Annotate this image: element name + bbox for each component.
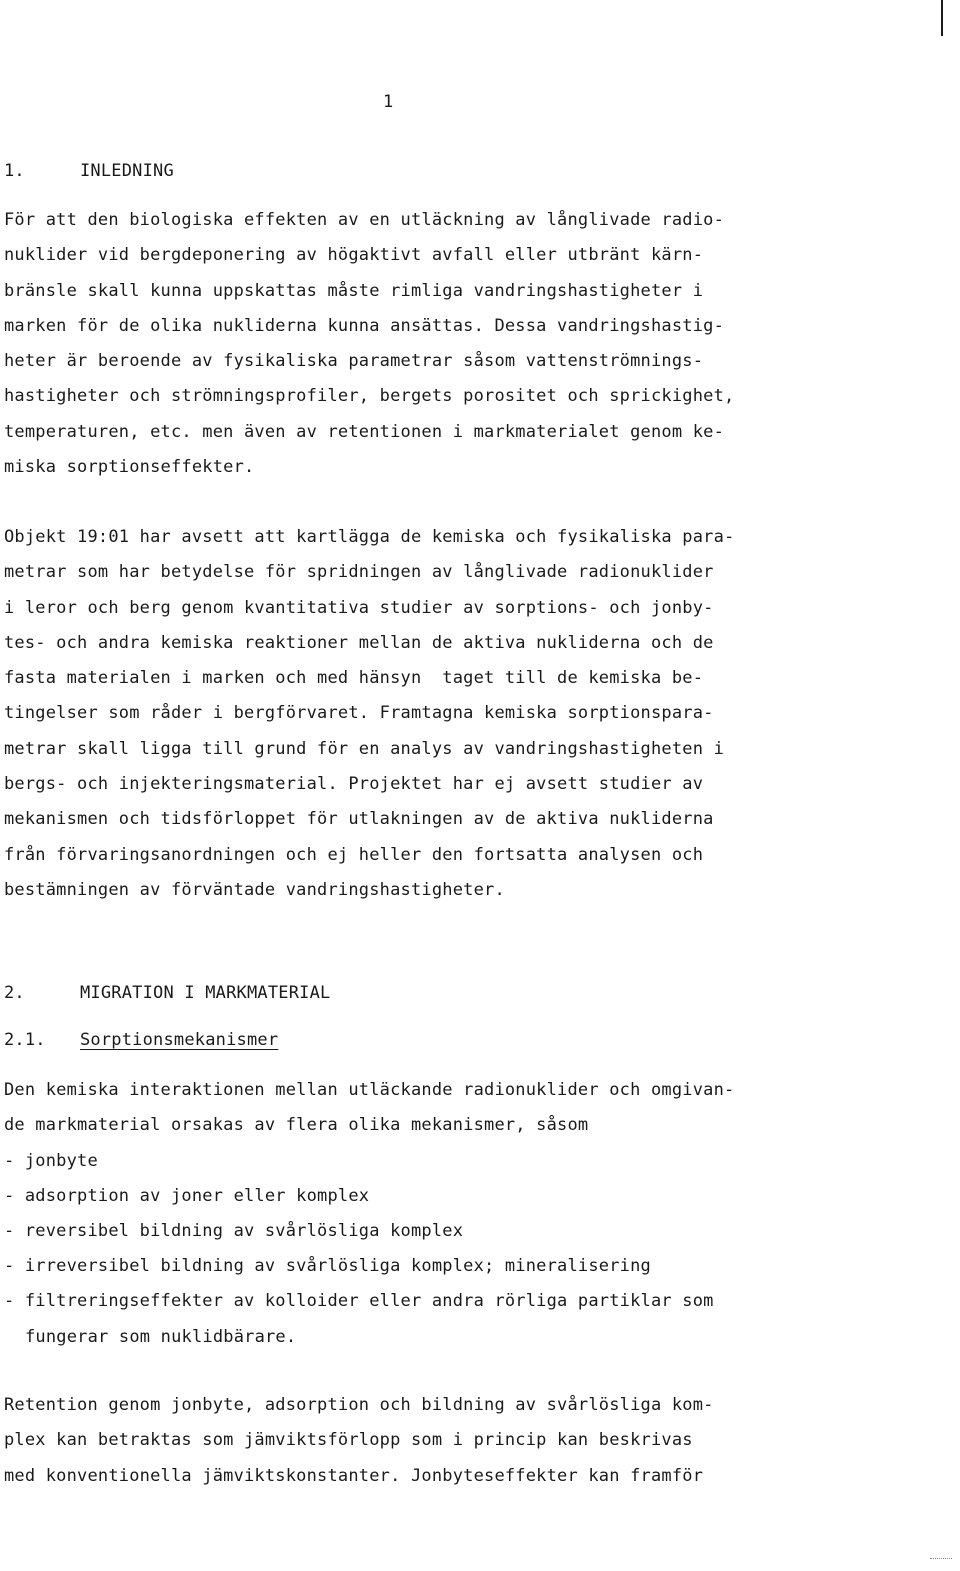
text-line: bränsle skall kunna uppskattas måste rimliga vandringshastigheter i bbox=[4, 280, 704, 301]
section-1-paragraph-2 bbox=[4, 520, 804, 908]
text-line: mekanismen och tidsförloppet för utlakningen av de aktiva nukliderna bbox=[4, 809, 714, 830]
text-line: tes- och andra kemiska reaktioner mellan de aktiva nukliderna och de bbox=[4, 632, 714, 653]
text-line: nuklider vid bergdeponering av högaktivt avfall eller utbränt kärn- bbox=[4, 245, 704, 266]
subsection-2-1-heading bbox=[4, 1030, 278, 1050]
text-line: bergs- och injekteringsmaterial. Projektet har ej avsett studier av bbox=[4, 774, 704, 795]
section-1-number: 1. bbox=[4, 161, 25, 181]
text-line: heter är beroende av fysikaliska parametrar såsom vattenströmnings- bbox=[4, 351, 704, 372]
text-line: miska sorptionseffekter. bbox=[4, 457, 255, 478]
text-line: metrar som har betydelse för spridningen av långlivade radionuklider bbox=[4, 562, 714, 583]
text-line: de markmaterial orsakas av flera olika mekanismer, såsom bbox=[4, 1115, 589, 1136]
section-1-title: INLEDNING bbox=[80, 161, 174, 181]
list-item: - reversibel bildning av svårlösliga komplex bbox=[4, 1220, 464, 1241]
text-line: Den kemiska interaktionen mellan utläckande radionuklider och omgivan- bbox=[4, 1080, 735, 1100]
subsection-2-1-number: 2.1. bbox=[4, 1030, 46, 1050]
list-item: - jonbyte bbox=[4, 1150, 98, 1171]
section-2-number: 2. bbox=[4, 983, 25, 1003]
text-line: Retention genom jonbyte, adsorption och bildning av svårlösliga kom- bbox=[4, 1395, 714, 1415]
list-item: - irreversibel bildning av svårlösliga komplex; mineralisering bbox=[4, 1256, 651, 1277]
list-item-continuation: fungerar som nuklidbärare. bbox=[25, 1326, 297, 1347]
section-2-heading bbox=[4, 983, 330, 1003]
scan-speck-marks bbox=[930, 1558, 952, 1563]
text-line: fasta materialen i marken och med hänsyn taget till de kemiska be- bbox=[4, 668, 704, 689]
page-number: 1 bbox=[383, 92, 394, 112]
text-line: bestämningen av förväntade vandringshastigheter. bbox=[4, 879, 505, 900]
text-line: i leror och berg genom kvantitativa studier av sorptions- och jonby- bbox=[4, 597, 714, 618]
text-line: För att den biologiska effekten av en utläckning av långlivade radio- bbox=[4, 210, 725, 230]
text-line: plex kan betraktas som jämviktsförlopp som i princip kan beskrivas bbox=[4, 1430, 693, 1451]
text-line: metrar skall ligga till grund för en analys av vandringshastigheten i bbox=[4, 738, 725, 759]
list-item: - filtreringseffekter av kolloider eller andra rörliga partiklar som bbox=[4, 1291, 714, 1312]
section-2-title: MIGRATION I MARKMATERIAL bbox=[80, 983, 331, 1003]
text-line: med konventionella jämviktskonstanter. Jonbyteseffekter kan framför bbox=[4, 1465, 704, 1486]
section-2-paragraph bbox=[4, 1388, 804, 1494]
text-line: temperaturen, etc. men även av retentionen i markmaterialet genom ke- bbox=[4, 421, 725, 442]
text-line: från förvaringsanordningen och ej heller den fortsatta analysen och bbox=[4, 844, 704, 865]
list-item: - adsorption av joner eller komplex bbox=[4, 1185, 370, 1206]
text-line: tingelser som råder i bergförvaret. Framtagna kemiska sorptionspara- bbox=[4, 703, 714, 724]
text-line: marken för de olika nukliderna kunna ansättas. Dessa vandringshastig- bbox=[4, 315, 725, 336]
text-line: Objekt 19:01 har avsett att kartlägga de kemiska och fysikaliska para- bbox=[4, 527, 735, 547]
scan-edge-mark bbox=[941, 0, 943, 36]
subsection-2-1-title: Sorptionsmekanismer bbox=[80, 1030, 279, 1050]
text-line: hastigheter och strömningsprofiler, bergets porositet och sprickighet, bbox=[4, 386, 735, 407]
section-1-paragraph-1 bbox=[4, 203, 804, 485]
section-1-heading bbox=[4, 161, 174, 181]
section-2-intro bbox=[4, 1073, 804, 1355]
